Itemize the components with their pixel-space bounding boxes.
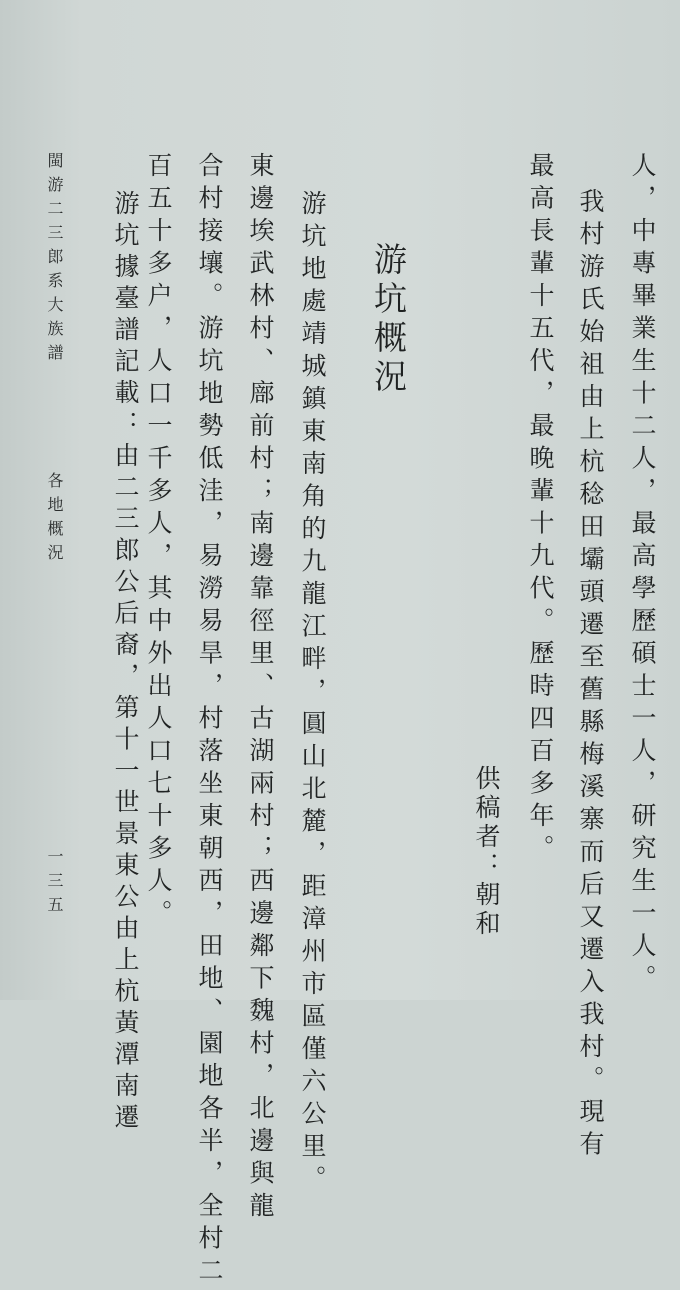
text-column-8: 游坑據臺譜記載：由二三郎公后裔，第十一世景東公由上杭黃潭南遷 bbox=[111, 190, 140, 1135]
contributor-credit: 供稿者：朝和 bbox=[472, 765, 501, 939]
section-title: 游坑概況 bbox=[369, 242, 408, 398]
text-column-5: 東邊埃武林村、廍前村；南邊靠徑里、古湖兩村；西邊鄰下魏村，北邊與龍 bbox=[246, 152, 275, 1225]
book-title-header: 閩游二三郎系大族譜 bbox=[45, 152, 64, 368]
text-column-6: 合村接壤。游坑地勢低洼，易澇易旱，村落坐東朝西，田地、園地各半，全村二 bbox=[195, 152, 224, 1290]
text-column-4: 游坑地處靖城鎮東南角的九龍江畔，圓山北麓，距漳州市區僅六公里。 bbox=[298, 190, 327, 1198]
section-header: 各地概況 bbox=[45, 472, 64, 568]
text-column-7: 百五十多户，人口一千多人，其中外出人口七十多人。 bbox=[144, 152, 173, 932]
text-column-1: 人，中專畢業生十二人，最高學歷碩士一人，研究生一人。 bbox=[628, 152, 657, 997]
text-column-3: 最高長輩十五代，最晚輩十九代。歷時四百多年。 bbox=[526, 152, 555, 867]
text-column-2: 我村游氏始祖由上杭稔田壩頭遷至舊縣梅溪寨而后又遷入我村。現有 bbox=[576, 188, 605, 1163]
page-number: 一三五 bbox=[45, 848, 64, 920]
